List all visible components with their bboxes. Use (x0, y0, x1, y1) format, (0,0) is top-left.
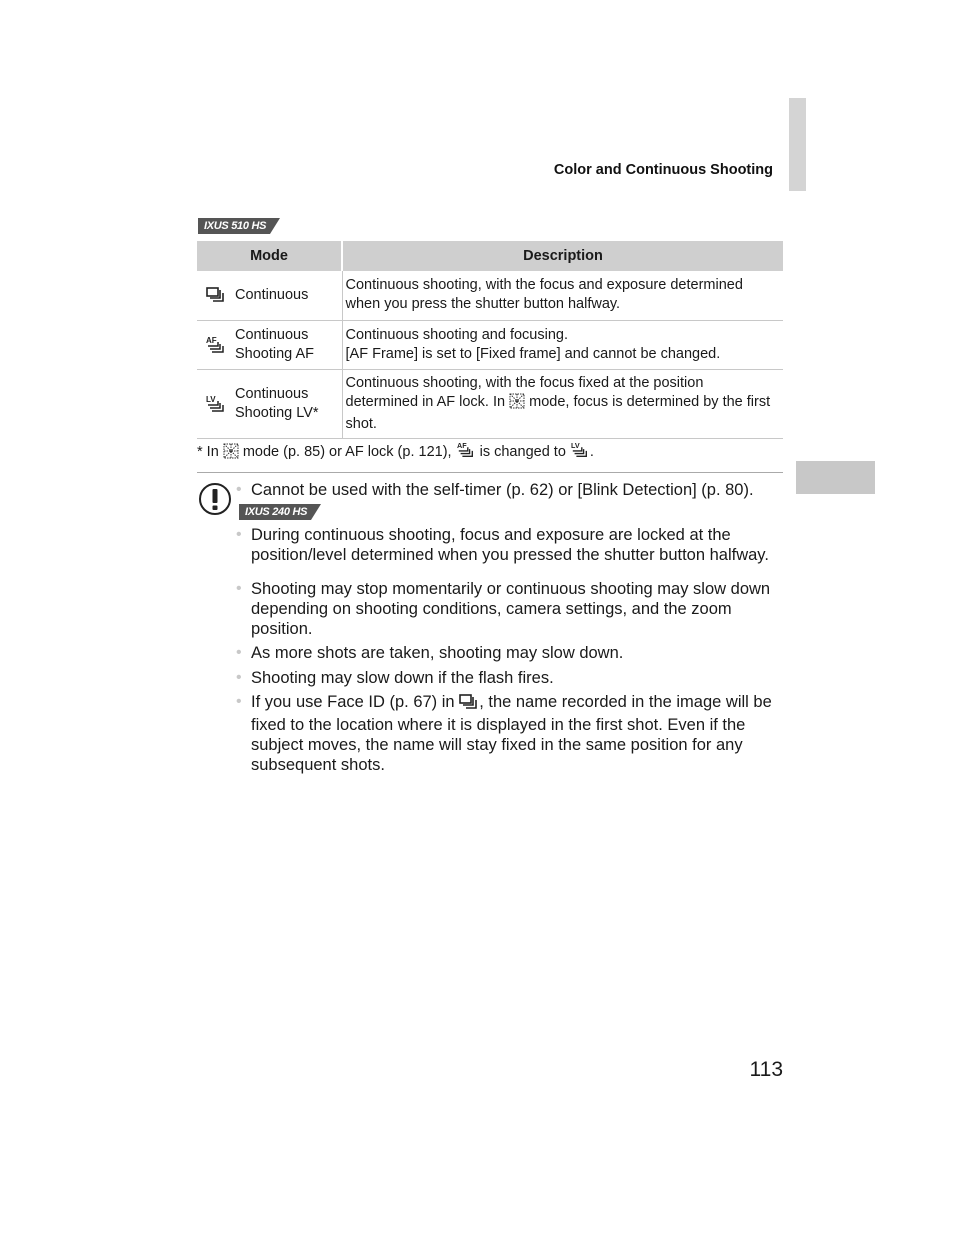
side-bar-top (789, 98, 806, 191)
program-mode-icon (223, 443, 239, 463)
description-line: Continuous shooting and focusing. (345, 326, 568, 343)
list-item (236, 480, 784, 500)
description-cell: Continuous shooting, with the focus and exposure determined when you press the shutter button halfway. (342, 271, 783, 320)
caution-notes (236, 480, 784, 775)
list-item (236, 692, 784, 775)
model-badge-510 (198, 218, 280, 234)
mode-table (197, 241, 783, 439)
list-item (236, 525, 784, 565)
svg-text:LV: LV (570, 441, 580, 451)
svg-text:LV: LV (206, 394, 216, 404)
mode-cell (197, 369, 342, 438)
page-header: Color and Continuous Shooting (553, 162, 773, 178)
table-header-description: Description (342, 241, 783, 271)
list-item (236, 668, 784, 688)
bullet-icon: • (236, 693, 242, 710)
caution-icon (198, 482, 232, 521)
description-line: [AF Frame] is set to [Fixed frame] and cannot be changed. (345, 345, 721, 362)
description-text: mode, focus is determined by the first shot. (345, 393, 771, 432)
footnote-text: * In (197, 444, 223, 460)
mode-label: Continuous (235, 286, 309, 303)
table-header-mode: Mode (197, 241, 342, 271)
continuous-shooting-icon (197, 287, 235, 303)
footnote-text: . (589, 444, 594, 460)
note-text: Shooting may slow down if the flash fires. (251, 669, 554, 687)
section-divider (197, 472, 783, 473)
description-cell (342, 320, 783, 369)
bullet-icon: • (236, 580, 242, 597)
note-text: Cannot be used with the self-timer (p. 62) or [Blink Detection] (p. 80). (251, 481, 754, 499)
mode-label: Continuous Shooting AF (235, 326, 314, 362)
mode-label: Continuous Shooting LV* (235, 385, 319, 421)
continuous-af-icon (197, 335, 235, 355)
table-footnote (197, 441, 594, 463)
description-text: Continuous shooting, with the focus fixed at the position determined in AF lock. In (345, 374, 704, 410)
table-row (197, 369, 783, 438)
table-row (197, 320, 783, 369)
list-item (236, 579, 784, 639)
continuous-af-icon (456, 441, 476, 463)
footnote-text: mode (p. 85) or AF lock (p. 121), (238, 444, 456, 460)
note-text: During continuous shooting, focus and exposure are locked at the position/level determined when you pressed the shutter button halfway. (251, 526, 769, 564)
bullet-icon: • (236, 644, 242, 661)
chapter-tab (796, 461, 875, 494)
continuous-lv-icon (197, 394, 235, 414)
program-mode-icon (509, 393, 525, 415)
table-header-row (197, 241, 783, 271)
continuous-shooting-icon (459, 694, 479, 715)
svg-text:AF: AF (456, 441, 467, 451)
list-item (236, 643, 784, 663)
bullet-icon: • (236, 526, 242, 543)
note-text: Shooting may stop momentarily or continuous shooting may slow down depending on shooting conditions, camera settings, and the zoom position. (251, 580, 771, 638)
model-badge-240-row (239, 504, 784, 523)
footnote-text: is changed to (475, 444, 570, 460)
note-text: As more shots are taken, shooting may slow down. (251, 644, 624, 662)
bullet-icon: • (236, 481, 242, 498)
note-text: , the name recorded in the image will be fixed to the location where it is displayed in the first shot. Even if the subject moves, the name will stay fixed in the same position for any subsequent shots. (251, 693, 772, 774)
description-cell (342, 369, 783, 438)
note-text: If you use Face ID (p. 67) in (251, 693, 460, 711)
svg-text:AF: AF (206, 335, 217, 345)
mode-cell (197, 320, 342, 369)
mode-cell (197, 271, 342, 320)
model-badge-label: IXUS 240 HS (245, 506, 308, 518)
model-badge-label: IXUS 510 HS (204, 220, 267, 232)
table-row (197, 271, 783, 320)
model-badge-240 (239, 504, 321, 520)
bullet-icon: • (236, 669, 242, 686)
page-number: 113 (749, 1058, 783, 1081)
continuous-lv-icon (570, 441, 590, 463)
